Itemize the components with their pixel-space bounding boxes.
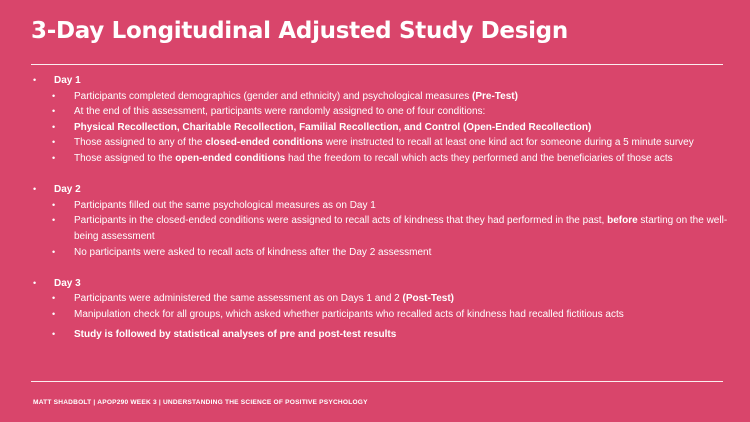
- bullet-icon: •: [52, 246, 56, 257]
- bullet-icon: •: [52, 328, 56, 339]
- slide-body: [31, 73, 731, 358]
- list-item-text: Participants in the closed-ended conditions were assigned to recall acts of kindness that they had performed in the past, before starting on the well-being assessment: [74, 215, 728, 242]
- day-1-label: Day 1: [54, 75, 81, 86]
- list-item: [31, 307, 731, 323]
- day-1-heading: [31, 73, 731, 89]
- list-item: [31, 291, 731, 307]
- day-3-section: [31, 276, 731, 342]
- list-item-text: Participants completed demographics (gender and ethnicity) and psychological measures (Pre-Test): [74, 90, 518, 102]
- day-2-label: Day 2: [54, 184, 81, 196]
- list-item: [31, 198, 731, 214]
- day-2-section: [31, 182, 731, 260]
- list-item: [31, 327, 731, 343]
- bullet-icon: •: [52, 215, 56, 226]
- list-item: [31, 104, 731, 120]
- bullet-icon: •: [52, 152, 56, 163]
- list-item-text: Manipulation check for all groups, which asked whether participants who recalled acts of kindness had recalled fictitious acts: [74, 308, 624, 320]
- list-item-text: Participants filled out the same psychological measures as on Day 1: [74, 199, 376, 211]
- bullet-icon: •: [52, 137, 56, 148]
- list-item-text: Study is followed by statistical analyses of pre and post-test results: [74, 328, 397, 340]
- list-item: [31, 213, 731, 244]
- bullet-icon: •: [52, 90, 56, 101]
- bullet-icon: •: [33, 277, 37, 288]
- list-item-text: At the end of this assessment, participants were randomly assigned to one of four conditions:: [74, 106, 486, 118]
- slide-title: 3-Day Longitudinal Adjusted Study Design: [31, 18, 568, 44]
- day-3-label: Day 3: [54, 277, 81, 289]
- list-item: [31, 135, 731, 151]
- list-item: [31, 245, 731, 261]
- day-1-section: [31, 73, 731, 167]
- footer-divider: [31, 381, 723, 382]
- bullet-icon: •: [52, 121, 56, 132]
- bullet-icon: •: [52, 106, 56, 117]
- bullet-icon: •: [52, 308, 56, 319]
- list-item-text: Participants were administered the same assessment as on Days 1 and 2 (Post-Test): [74, 293, 454, 305]
- footer-text: MATT SHADBOLT | APOP290 WEEK 3 | UNDERSTANDING THE SCIENCE OF POSITIVE PSYCHOLOGY: [33, 399, 368, 406]
- list-item: [31, 151, 731, 167]
- bullet-icon: •: [52, 293, 56, 304]
- day-3-heading: [31, 276, 731, 292]
- bullet-icon: •: [33, 75, 37, 85]
- list-item: [31, 89, 731, 105]
- list-item-text: Those assigned to the open-ended conditions had the freedom to recall which acts they performed and the beneficiaries of those acts: [74, 152, 673, 164]
- list-item: [31, 120, 731, 136]
- title-divider: [31, 64, 723, 65]
- list-item-text: No participants were asked to recall acts of kindness after the Day 2 assessment: [74, 246, 432, 258]
- list-item-text: Physical Recollection, Charitable Recollection, Familial Recollection, and Control (Open-Ended Recollection): [74, 121, 592, 133]
- bullet-icon: •: [52, 199, 56, 210]
- bullet-icon: •: [33, 184, 37, 195]
- list-item-text: Those assigned to any of the closed-ended conditions were instructed to recall at least one kind act for someone during a 5 minute survey: [74, 137, 694, 149]
- day-2-heading: [31, 182, 731, 198]
